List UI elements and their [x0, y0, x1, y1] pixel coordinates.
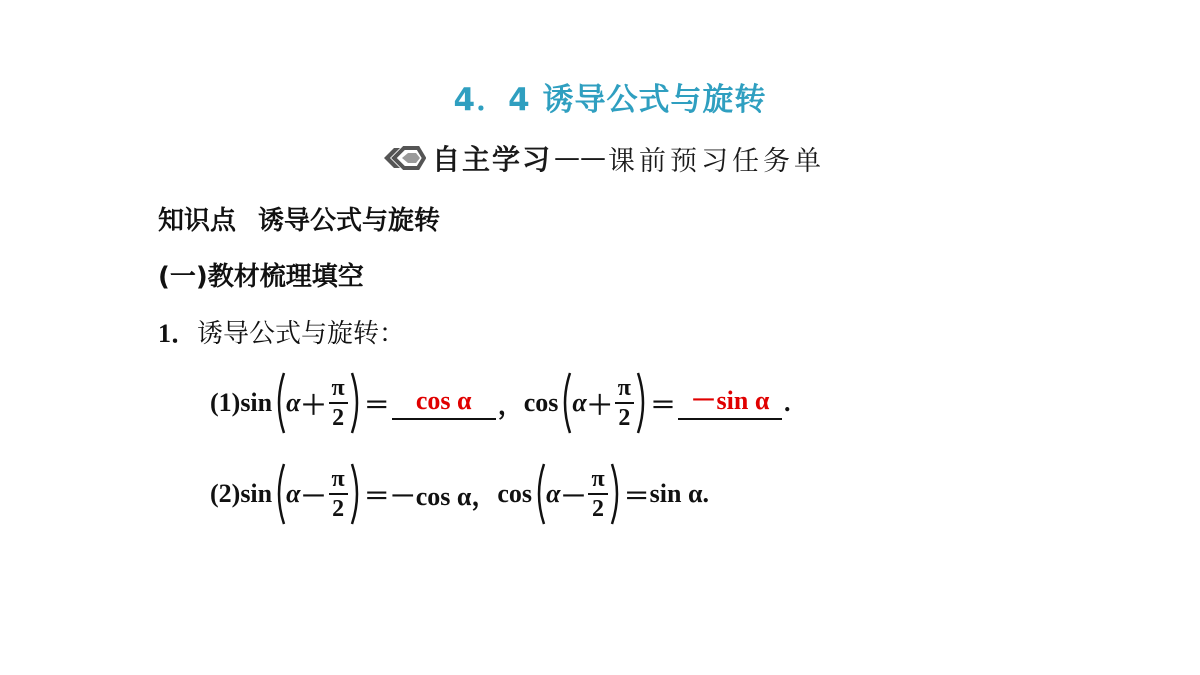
item1-line [158, 313, 405, 350]
formula2-end: . [702, 479, 709, 508]
formula2-separator: ， [471, 481, 498, 512]
formula1-end: . [783, 388, 791, 417]
formula1-equals: ＝ [363, 390, 390, 420]
formula1-separator: ， [497, 390, 524, 421]
left-paren-icon [272, 371, 286, 435]
formula1-fraction [329, 376, 348, 430]
formula-2 [210, 459, 709, 529]
formula1-op: ＋ [300, 390, 327, 420]
formula2-frac-num-2: π [588, 467, 607, 495]
formula2-result-2: sin α [649, 479, 703, 508]
formula2-result-1: －cos α [389, 481, 472, 511]
diamond-logo-icon [382, 141, 426, 175]
formula2-op-2: － [560, 481, 587, 511]
formula1-answer-1: cos α [392, 386, 496, 420]
knowledge-point-topic: 诱导公式与旋转 [258, 206, 441, 236]
formula2-alpha-2: α [546, 479, 561, 508]
formula2-fraction [329, 467, 348, 521]
formula2-op: － [300, 481, 327, 511]
page-title: 4．4 诱导公式与旋转 [453, 82, 767, 118]
left-paren-icon [272, 462, 286, 526]
right-paren-icon [350, 462, 364, 526]
section-sub-label: 课前预习任务单 [608, 145, 826, 177]
formula1-frac-den: 2 [332, 405, 345, 431]
section-main-label: 自主学习 [432, 143, 553, 176]
formula2-prefix: (2)sin [210, 479, 273, 508]
knowledge-point-line [158, 200, 440, 237]
right-paren-icon [350, 371, 364, 435]
knowledge-point-label: 知识点 [158, 206, 237, 236]
formula2-equals-2: ＝ [623, 481, 650, 511]
formula2-frac-num: π [329, 467, 348, 495]
formula1-equals-2: ＝ [649, 390, 676, 420]
formula2-frac-den: 2 [332, 496, 345, 522]
formula1-fraction-2 [615, 376, 634, 430]
formula1-answer-2: －sin α [678, 386, 782, 420]
left-paren-icon [558, 371, 572, 435]
formula1-frac-den-2: 2 [618, 405, 631, 431]
right-paren-icon [636, 371, 650, 435]
left-paren-icon [532, 462, 546, 526]
formula1-alpha-2: α [572, 388, 587, 417]
section-dash: —— [554, 143, 607, 173]
formula2-equals: ＝ [363, 481, 390, 511]
formula1-frac-num: π [329, 376, 348, 404]
formula1-frac-num-2: π [615, 376, 634, 404]
formula1-cos: cos [523, 388, 559, 417]
formula1-alpha: α [286, 388, 301, 417]
formula2-fraction-2 [588, 467, 607, 521]
formula2-alpha: α [286, 479, 301, 508]
formula2-frac-den-2: 2 [592, 496, 605, 522]
sub-heading: (一)教材梳理填空 [158, 262, 364, 292]
section-header [382, 136, 825, 180]
formula-1 [210, 368, 790, 438]
item1-number: 1． [158, 319, 198, 348]
right-paren-icon [610, 462, 624, 526]
formula2-cos: cos [497, 479, 533, 508]
item1-text: 诱导公式与旋转： [197, 319, 406, 349]
formula1-prefix: (1)sin [210, 388, 273, 417]
formula1-op-2: ＋ [586, 390, 613, 420]
